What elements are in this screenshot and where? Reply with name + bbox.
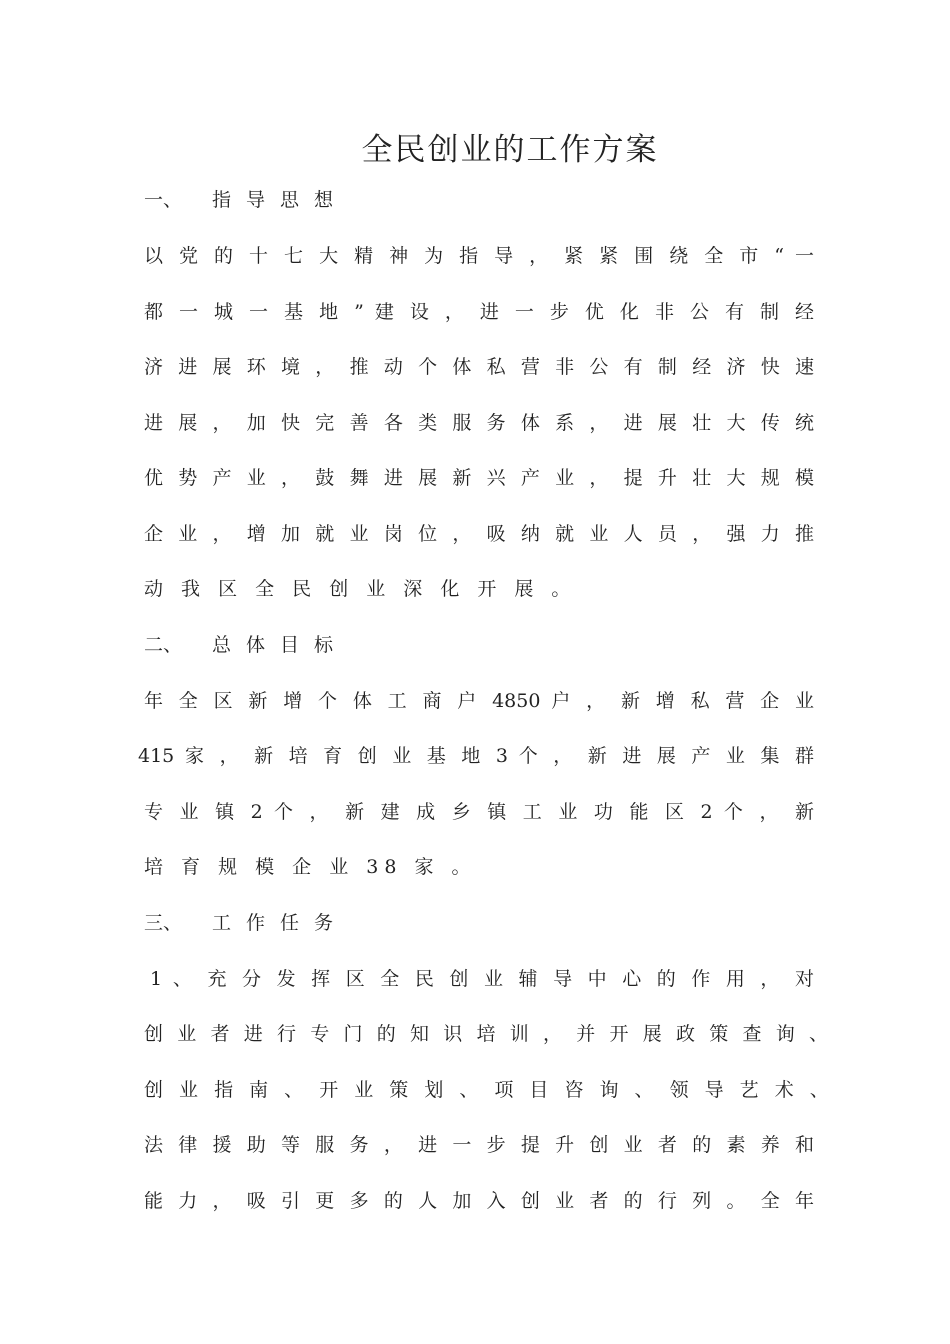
section-number: 二、 xyxy=(144,634,183,656)
paragraph-line: 都 一 城 一 基 地 ” 建 设 ， 进 一 步 优 化 非 公 有 制 经 xyxy=(144,301,814,323)
paragraph-line: 创 业 者 进 行 专 门 的 知 识 培 训 ， 并 开 展 政 策 查 询 、 xyxy=(144,1023,828,1045)
paragraph-line: 创 业 指 南 、 开 业 策 划 、 项 目 咨 询 、 领 导 艺 术 、 xyxy=(144,1079,834,1101)
paragraph-line: 能 力 ， 吸 引 更 多 的 人 加 入 创 业 者 的 行 列 。 全 年 xyxy=(144,1190,814,1212)
section-number: 一、 xyxy=(144,189,183,211)
section-heading-text: 工作任务 xyxy=(212,912,349,934)
section-heading-text: 指导思想 xyxy=(212,189,349,211)
paragraph-line: 年 全 区 新 增 个 体 工 商 户 4850 户 ， 新 增 私 营 企 业 xyxy=(144,690,814,712)
paragraph-line: 1 、 充 分 发 挥 区 全 民 创 业 辅 导 中 心 的 作 用 ， 对 xyxy=(150,968,814,990)
section-heading xyxy=(144,908,814,938)
paragraph-line: 优 势 产 业 ， 鼓 舞 进 展 新 兴 产 业 ， 提 升 壮 大 规 模 xyxy=(144,467,814,489)
section-heading-text: 总体目标 xyxy=(212,634,349,656)
paragraph-line: 培 育 规 模 企 业 38 家 。 xyxy=(144,856,477,878)
section-heading xyxy=(144,185,814,215)
paragraph-line: 专 业 镇 2 个 ， 新 建 成 乡 镇 工 业 功 能 区 2 个 ， 新 xyxy=(144,801,814,823)
paragraph-line: 进 展 ， 加 快 完 善 各 类 服 务 体 系 ， 进 展 壮 大 传 统 xyxy=(144,412,814,434)
section-heading xyxy=(144,630,814,660)
page-title: 全民创业的工作方案 xyxy=(361,132,659,168)
paragraph-line: 415 家 ， 新 培 育 创 业 基 地 3 个 ， 新 进 展 产 业 集 群 xyxy=(138,745,814,767)
paragraph-line: 济 进 展 环 境 ， 推 动 个 体 私 营 非 公 有 制 经 济 快 速 xyxy=(144,356,814,378)
paragraph-line: 以 党 的 十 七 大 精 神 为 指 导 ， 紧 紧 围 绕 全 市 “ 一 xyxy=(144,245,814,267)
paragraph-line: 法 律 援 助 等 服 务 ， 进 一 步 提 升 创 业 者 的 素 养 和 xyxy=(144,1134,814,1156)
section-number: 三、 xyxy=(144,912,183,934)
paragraph-line: 动 我 区 全 民 创 业 深 化 开 展 。 xyxy=(144,578,577,600)
paragraph-line: 企 业 ， 增 加 就 业 岗 位 ， 吸 纳 就 业 人 员 ， 强 力 推 xyxy=(144,523,814,545)
